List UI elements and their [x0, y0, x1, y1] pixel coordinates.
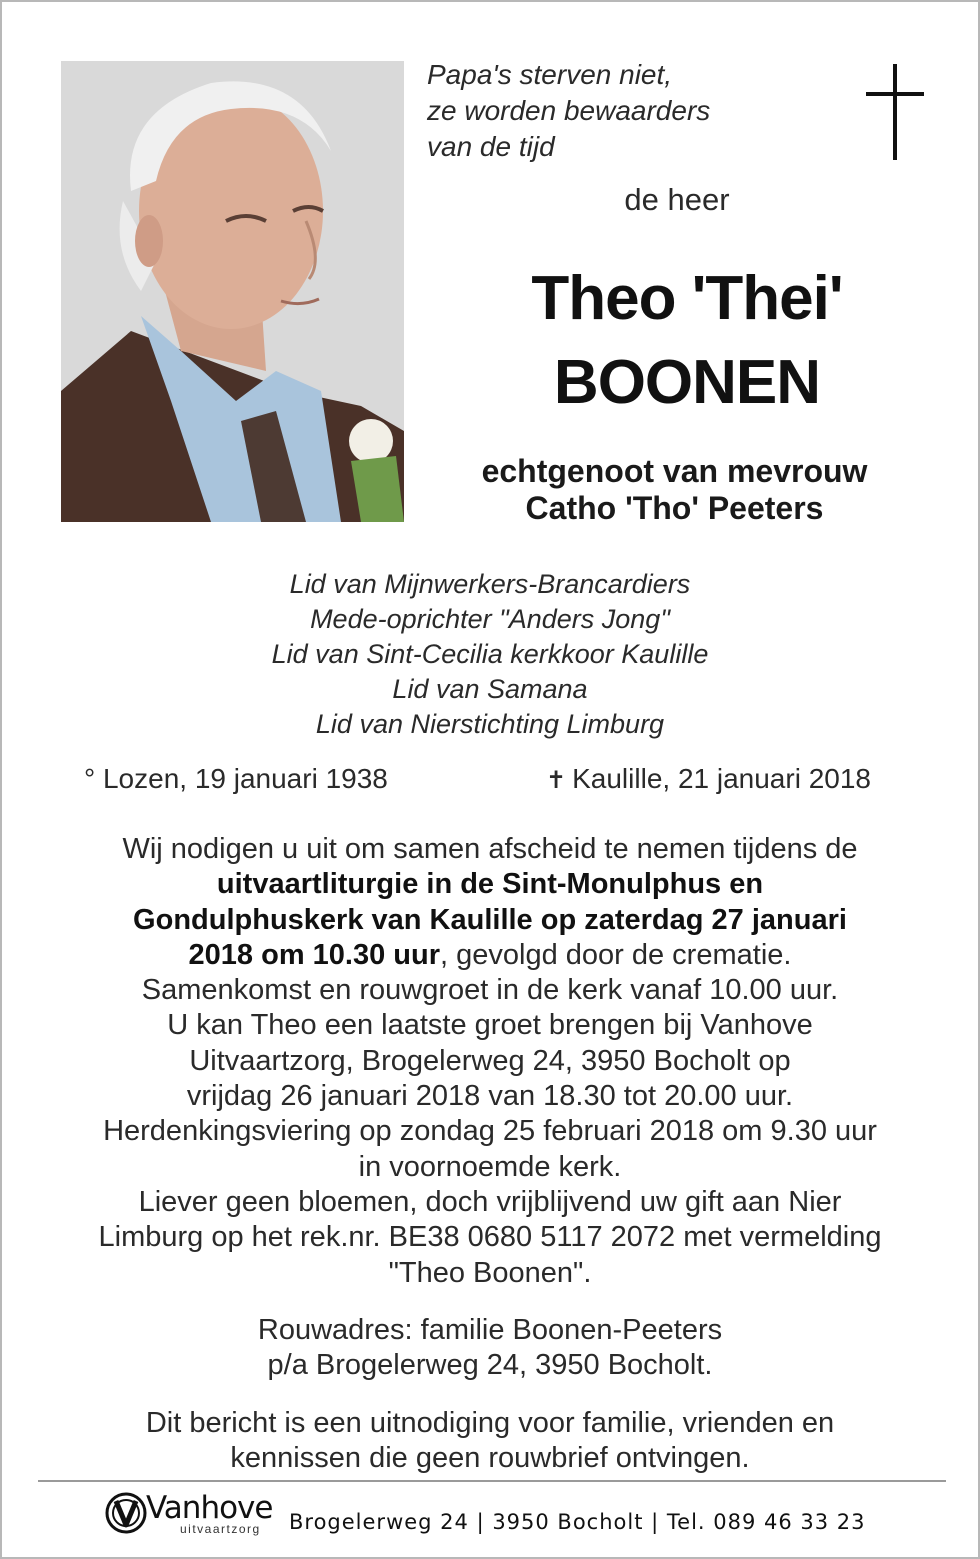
- invitation-line: U kan Theo een laatste groet brengen bij Vanhove: [167, 1009, 813, 1042]
- logo-brand: Vanhove: [146, 1490, 273, 1526]
- footer-contact: Brogelerweg 24 | 3950 Bocholt | Tel. 089 46 33 23: [289, 1510, 866, 1534]
- mourning-address: [182, 1313, 798, 1383]
- vanhove-logo-icon: [102, 1489, 150, 1537]
- spouse-line: echtgenoot van mevrouw: [481, 453, 868, 489]
- membership-item: Lid van Mijnwerkers-Brancardiers: [289, 569, 691, 599]
- membership-item: Lid van Sint-Cecilia kerkkoor Kaulille: [271, 639, 709, 669]
- quote-line: van de tijd: [427, 131, 555, 162]
- invitation-line: in voornoemde kerk.: [358, 1150, 622, 1183]
- deceased-name: [482, 257, 892, 425]
- vanhove-logo: [102, 1489, 277, 1539]
- title-prefix: de heer: [624, 182, 730, 217]
- note-line: kennissen die geen rouwbrief ontvingen.: [230, 1442, 750, 1474]
- invitation-line: [42, 938, 938, 973]
- invitation-line: "Theo Boonen".: [388, 1256, 592, 1289]
- invitation-bold-line: uitvaartliturgie in de Sint-Monulphus en: [216, 868, 764, 901]
- invitation-line: Liever geen bloemen, doch vrijblijvend uw gift aan Nier: [138, 1185, 842, 1218]
- membership-item: Lid van Nierstichting Limburg: [315, 709, 665, 739]
- invitation-line: Wij nodigen u uit om samen afscheid te nemen tijdens de: [122, 833, 858, 865]
- name-line-last: BOONEN: [553, 348, 821, 417]
- spouse-info: [422, 453, 927, 527]
- birth-date: ° Lozen, 19 januari 1938: [84, 763, 388, 794]
- spouse-name: Catho 'Tho' Peeters: [525, 490, 824, 526]
- invitation-line: vrijdag 26 januari 2018 van 18.30 tot 20.00 uur.: [186, 1080, 794, 1113]
- invitation-bold-time: 2018 om 10.30 uur: [188, 938, 441, 971]
- invitation-line: Herdenkingsviering op zondag 25 februari 2018 om 9.30 uur: [103, 1115, 877, 1148]
- name-line-first: Theo 'Thei': [531, 264, 843, 333]
- address-line: p/a Brogelerweg 24, 3950 Bocholt.: [267, 1349, 713, 1381]
- quote-line: ze worden bewaarders: [427, 95, 711, 126]
- membership-item: Lid van Samana: [392, 674, 588, 704]
- membership-item: Mede-oprichter "Anders Jong": [310, 604, 670, 634]
- note-line: Dit bericht is een uitnodiging voor familie, vrienden en: [145, 1407, 835, 1439]
- footer-divider: [38, 1480, 946, 1482]
- invitation-line-rest: , gevolgd door de crematie.: [440, 938, 792, 971]
- portrait-photo: [61, 61, 404, 522]
- invitation-bold-line: Gondulphuskerk van Kaulille op zaterdag 27 januari: [133, 903, 847, 936]
- logo-subtitle: uitvaartzorg: [180, 1522, 261, 1536]
- invitation-line: Samenkomst en rouwgroet in de kerk vanaf 10.00 uur.: [141, 974, 839, 1007]
- cross-icon: [866, 64, 924, 160]
- quote-line: Papa's sterven niet,: [427, 59, 673, 90]
- death-date-text: Kaulille, 21 januari 2018: [572, 763, 871, 794]
- address-line: Rouwadres: familie Boonen-Peeters: [257, 1314, 723, 1346]
- invitation-text: [42, 832, 938, 1291]
- invitation-line: Uitvaartzorg, Brogelerweg 24, 3950 Bocholt op: [189, 1044, 791, 1077]
- invitation-note: [82, 1406, 898, 1476]
- invitation-line: Limburg op het rek.nr. BE38 0680 5117 2072 met vermelding: [98, 1221, 882, 1254]
- death-date: [546, 760, 871, 800]
- dagger-icon: ✝: [546, 767, 567, 794]
- memberships-list: [182, 567, 798, 742]
- portrait-illustration: [61, 61, 404, 522]
- opening-quote: [427, 57, 847, 165]
